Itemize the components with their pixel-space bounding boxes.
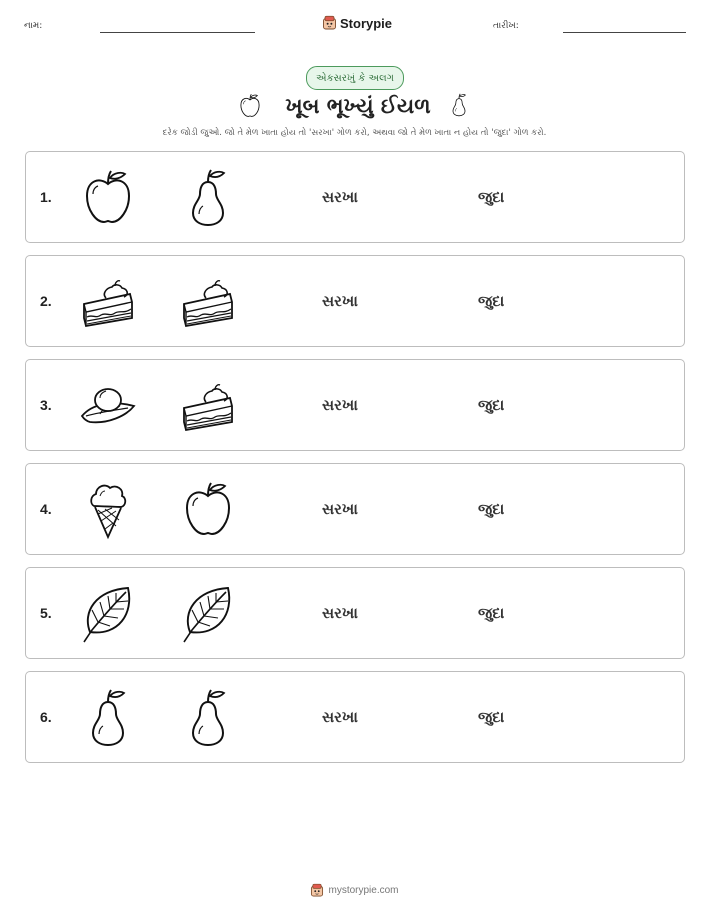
footer	[0, 880, 709, 900]
cake-slice-icon	[178, 376, 238, 436]
date-field-line[interactable]	[563, 32, 686, 33]
same-option[interactable]: સરખા	[322, 604, 358, 622]
question-card	[25, 567, 685, 659]
pear-icon	[78, 688, 138, 748]
same-option[interactable]: સરખા	[322, 396, 358, 414]
brand-logo	[322, 13, 392, 33]
name-field-line[interactable]	[100, 32, 255, 33]
instructions: દરેક જોડી જુઓ. જો તે મેળ ખાતા હોય તો 'સરખા' ગોળ કરો, અથવા જો તે મેળ ખાતા ન હોય તો 'જુદા' ગોળ કરો.	[162, 128, 547, 138]
pear-icon	[178, 688, 238, 748]
egg-on-leaf-icon	[78, 376, 138, 436]
different-option[interactable]: જુદા	[478, 396, 505, 414]
leaf-icon	[78, 584, 138, 644]
title-row	[0, 90, 709, 124]
footer-website[interactable]: mystorypie.com	[328, 884, 399, 896]
leaf-icon	[178, 584, 238, 644]
mascot-icon	[322, 15, 337, 31]
name-label: નામ:	[24, 21, 43, 31]
question-number: 3.	[40, 397, 52, 413]
question-number: 5.	[40, 605, 52, 621]
apple-icon	[237, 92, 263, 120]
ice-cream-cone-icon	[78, 480, 138, 540]
cake-slice-icon	[78, 272, 138, 332]
different-option[interactable]: જુદા	[478, 708, 505, 726]
same-option[interactable]: સરખા	[322, 708, 358, 726]
question-number: 2.	[40, 293, 52, 309]
question-number: 1.	[40, 189, 52, 205]
different-option[interactable]: જુદા	[478, 292, 505, 310]
brand-name: Storypie	[340, 15, 393, 31]
cake-slice-icon	[178, 272, 238, 332]
same-option[interactable]: સરખા	[322, 188, 358, 206]
different-option[interactable]: જુદા	[478, 500, 505, 518]
pear-icon	[447, 90, 471, 120]
apple-icon	[78, 168, 138, 228]
date-label: તારીખ:	[493, 21, 519, 31]
different-option[interactable]: જુદા	[478, 604, 505, 622]
page-title: ખૂબ ભૂખ્યું ઈયળ	[285, 94, 431, 118]
question-card	[25, 359, 685, 451]
different-option[interactable]: જુદા	[478, 188, 505, 206]
worksheet-header	[0, 0, 709, 40]
same-option[interactable]: સરખા	[322, 292, 358, 310]
same-option[interactable]: સરખા	[322, 500, 358, 518]
question-number: 4.	[40, 501, 52, 517]
question-card	[25, 151, 685, 243]
worksheet-type-badge: એકસરખું કે અલગ	[306, 66, 404, 90]
question-card	[25, 671, 685, 763]
question-card	[25, 255, 685, 347]
question-card	[25, 463, 685, 555]
question-number: 6.	[40, 709, 52, 725]
mascot-icon	[310, 883, 324, 898]
apple-icon	[178, 480, 238, 540]
pear-icon	[178, 168, 238, 228]
